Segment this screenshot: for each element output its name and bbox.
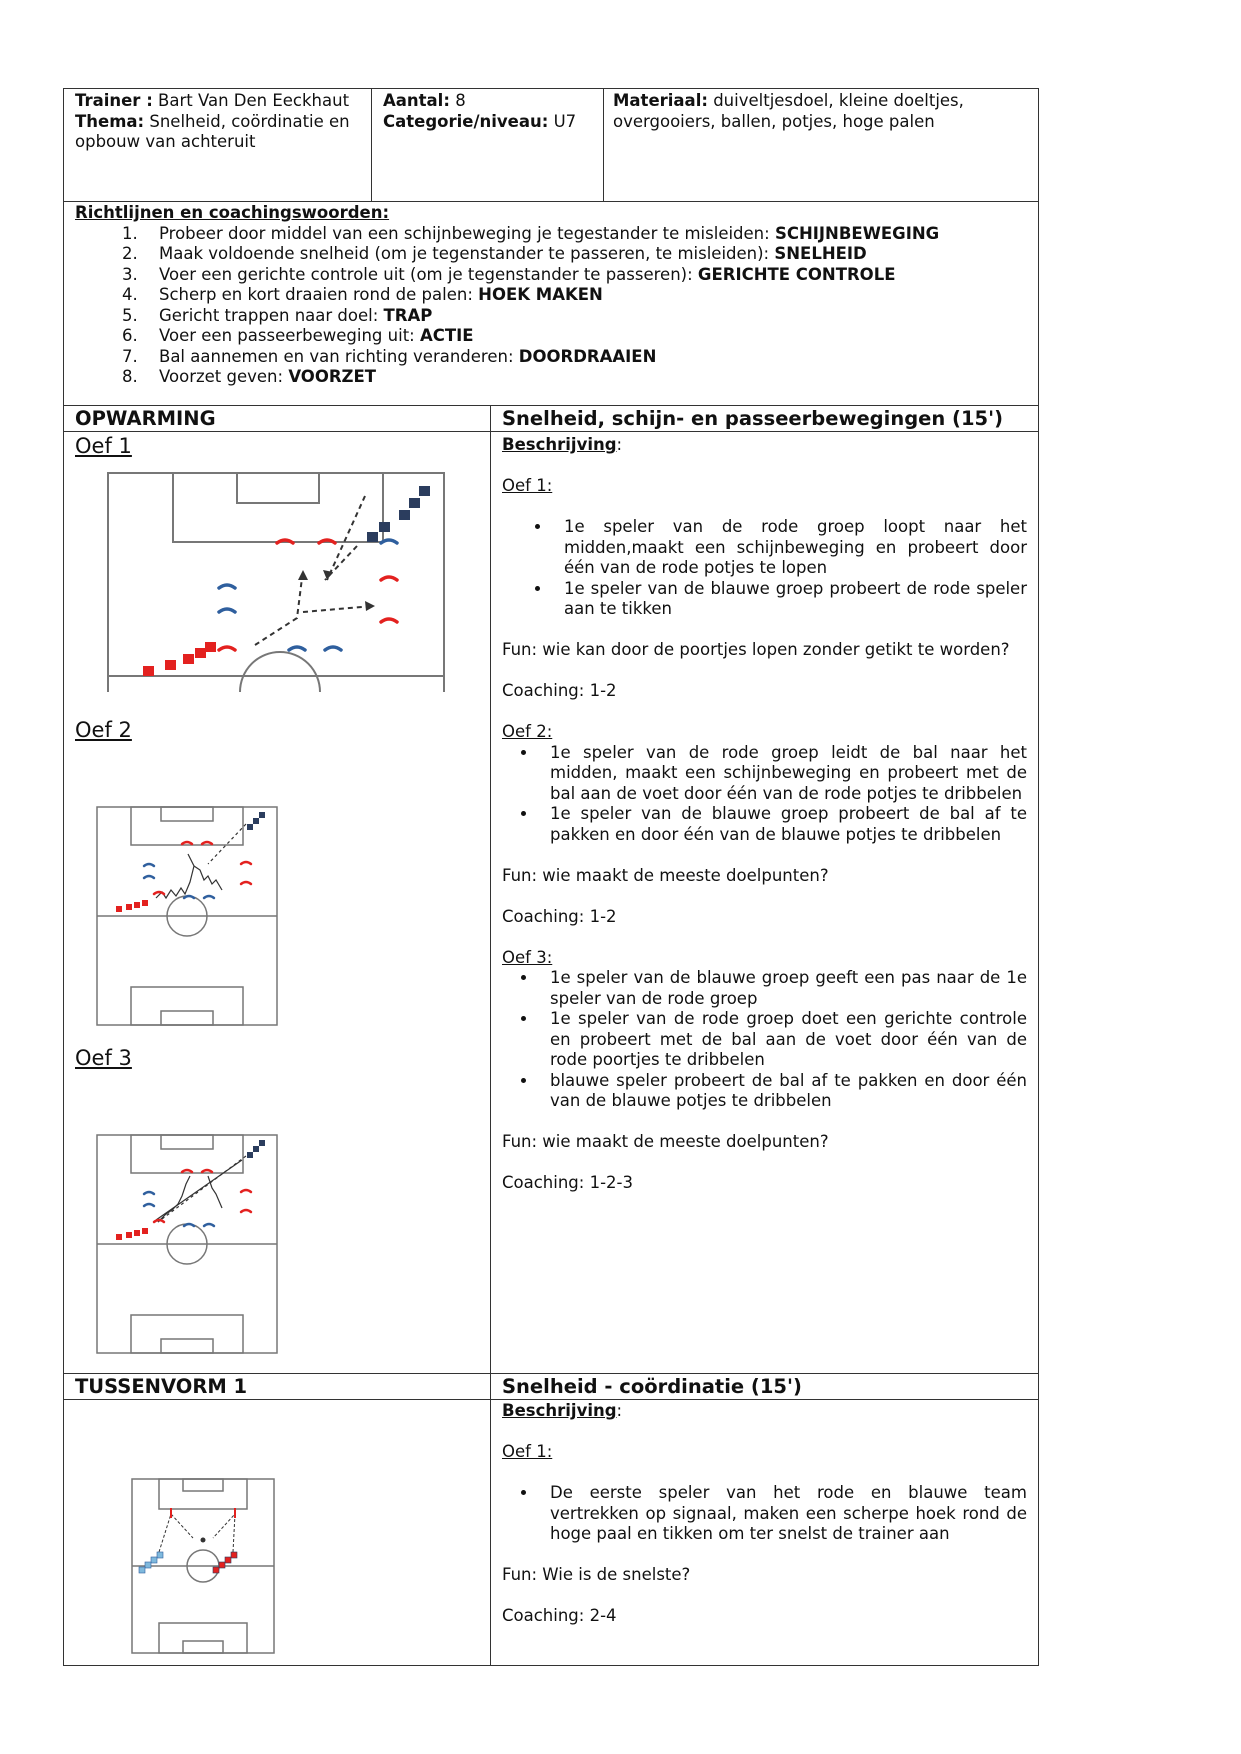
player-red-icon bbox=[195, 648, 206, 658]
guideline-text: Voorzet geven: bbox=[159, 367, 289, 386]
arrow-path bbox=[303, 606, 373, 612]
tussenvorm-title-line bbox=[63, 1399, 1039, 1400]
center-circle bbox=[240, 652, 320, 692]
dribble-path bbox=[194, 866, 222, 890]
cone-blue-icon bbox=[381, 540, 397, 543]
ex3-bullet: • 1e speler van de blauwe groep geeft een pas naar de 1e speler van de rode groep bbox=[538, 968, 1027, 1009]
beschrijving-label: Beschrijving bbox=[502, 1401, 617, 1420]
aantal-value: 8 bbox=[455, 91, 466, 110]
player-blue-icon bbox=[247, 824, 253, 830]
ex2-fun: Fun: wie maakt de meeste doelpunten? bbox=[502, 865, 829, 885]
goal-area bbox=[161, 1135, 213, 1149]
trainer-line bbox=[75, 91, 365, 112]
player-red-icon bbox=[205, 642, 216, 652]
beschrijving-colon: : bbox=[616, 435, 623, 454]
goal-area-bottom bbox=[183, 1641, 223, 1653]
player-blue-icon bbox=[259, 1140, 265, 1146]
categorie-value: U7 bbox=[553, 111, 577, 131]
penalty-area bbox=[173, 473, 383, 542]
trainer-label: Trainer : bbox=[75, 91, 153, 110]
oef2-diagram bbox=[96, 806, 278, 1026]
player-lightblue-icon bbox=[151, 1557, 157, 1563]
player-red-icon bbox=[142, 1228, 148, 1234]
spacer bbox=[502, 456, 1027, 477]
spacer bbox=[502, 927, 1027, 948]
ex1-bullets bbox=[502, 517, 1027, 620]
goal-area-bottom bbox=[161, 1011, 213, 1025]
oef1-diagram bbox=[105, 470, 447, 692]
aantal-line bbox=[383, 91, 598, 112]
guideline-keyword: DOORDRAAIEN bbox=[518, 346, 657, 366]
spacer bbox=[502, 886, 1027, 907]
header-divider-1 bbox=[371, 88, 372, 201]
player-red-icon bbox=[225, 1557, 231, 1563]
cone-red-icon bbox=[241, 862, 251, 864]
beschrijving-heading bbox=[502, 1401, 1027, 1422]
ex3-fun: Fun: wie maakt de meeste doelpunten? bbox=[502, 1132, 829, 1151]
tussenvorm-subtitle: Snelheid - coördinatie (15') bbox=[502, 1375, 802, 1398]
materiaal-value: duiveltjesdoel, kleine doeltjes, overgooiers, ballen, potjes, hoge palen bbox=[613, 91, 964, 131]
player-red-icon bbox=[183, 654, 194, 664]
run-path bbox=[208, 824, 246, 864]
cone-blue-icon bbox=[325, 647, 341, 650]
cone-red-icon bbox=[154, 892, 164, 894]
player-red-icon bbox=[116, 906, 122, 912]
trainer-icon bbox=[201, 1538, 206, 1543]
arrow-path bbox=[255, 570, 303, 645]
run-path bbox=[213, 1514, 235, 1552]
arrowhead-icon bbox=[365, 601, 375, 611]
oef3-diagram bbox=[96, 1134, 278, 1354]
guideline-keyword: HOEK MAKEN bbox=[478, 285, 603, 304]
ex1-fun: Fun: wie kan door de poortjes lopen zonder getikt te worden? bbox=[502, 640, 1010, 659]
ex1-bullet: • 1e speler van de rode groep loopt naar het midden,maakt een schijnbeweging en probeert door één van de rode potjes te lopen bbox=[552, 517, 1027, 579]
player-red-icon bbox=[165, 660, 176, 670]
spacer bbox=[502, 845, 1027, 866]
penalty-area bbox=[131, 1135, 243, 1173]
spacer bbox=[502, 1463, 1027, 1484]
cone-red-icon bbox=[241, 1210, 251, 1212]
cone-blue-icon bbox=[204, 896, 214, 898]
player-blue-icon bbox=[253, 818, 259, 824]
guideline-item bbox=[143, 306, 1025, 327]
player-blue-icon bbox=[253, 1146, 259, 1152]
guideline-keyword: GERICHTE CONTROLE bbox=[697, 264, 896, 284]
ex1-title: Oef 1: bbox=[502, 476, 553, 495]
ex3-bullet: • 1e speler van de rode groep doet een gerichte controle en probeert met de bal aan de voet door één van de rode poortjes te dribbelen bbox=[538, 1009, 1027, 1071]
guideline-text: Scherp en kort draaien rond de palen: bbox=[159, 285, 479, 304]
cone-red-icon bbox=[219, 647, 235, 650]
warmup-divider bbox=[490, 405, 491, 1666]
categorie-label: Categorie/niveau: bbox=[383, 111, 549, 131]
spacer bbox=[502, 1545, 1027, 1566]
cone-blue-icon bbox=[289, 647, 305, 650]
ex3-title: Oef 3: bbox=[502, 947, 553, 967]
warmup-title-line bbox=[63, 431, 1039, 432]
cone-blue-icon bbox=[204, 1224, 214, 1226]
guideline-item bbox=[143, 367, 1025, 388]
cone-red-icon bbox=[381, 619, 397, 622]
oef3-label: Oef 3 bbox=[75, 1046, 132, 1070]
oef1-label: Oef 1 bbox=[75, 434, 132, 458]
guideline-keyword: SCHIJNBEWEGING bbox=[774, 223, 940, 243]
cone-red-icon bbox=[381, 577, 397, 580]
header-bottom-line bbox=[63, 201, 1039, 202]
player-red-icon bbox=[134, 902, 140, 908]
player-red-icon bbox=[116, 1234, 122, 1240]
trainer-value: Bart Van Den Eeckhaut bbox=[158, 91, 350, 110]
guidelines-list bbox=[75, 224, 1025, 388]
thema-label: Thema: bbox=[75, 111, 145, 131]
aantal-label: Aantal: bbox=[383, 91, 450, 110]
field-outline bbox=[108, 473, 444, 692]
arrowhead-icon bbox=[298, 570, 308, 580]
goal-area-bottom bbox=[161, 1339, 213, 1353]
spacer bbox=[502, 620, 1027, 641]
tv-ex1-coaching: Coaching: 2-4 bbox=[502, 1606, 617, 1625]
ex2-bullet: • 1e speler van de blauwe groep probeert de bal af te pakken en door één van de blauwe potjes te dribbelen bbox=[538, 804, 1027, 845]
player-red-icon bbox=[126, 1232, 132, 1238]
spacer bbox=[502, 661, 1027, 682]
run-path bbox=[159, 1514, 193, 1552]
guideline-item bbox=[143, 244, 1025, 265]
guidelines-cell bbox=[75, 203, 1025, 388]
player-lightblue-icon bbox=[139, 1567, 145, 1573]
guideline-item bbox=[143, 224, 1025, 245]
ex1-coaching: Coaching: 1-2 bbox=[502, 681, 617, 700]
ex3-bullets bbox=[502, 968, 1027, 1112]
penalty-area-bottom bbox=[131, 1315, 243, 1353]
guideline-keyword: VOORZET bbox=[288, 367, 377, 386]
spacer bbox=[502, 1586, 1027, 1607]
ex1-bullet: • 1e speler van de blauwe groep probeert de rode speler aan te tikken bbox=[552, 579, 1027, 620]
guideline-item bbox=[143, 265, 1025, 286]
guideline-keyword: TRAP bbox=[383, 305, 433, 325]
tussenvorm-diagram bbox=[131, 1478, 275, 1654]
cone-red-icon bbox=[182, 1170, 192, 1172]
oef2-label: Oef 2 bbox=[75, 718, 132, 742]
player-red-icon bbox=[219, 1562, 225, 1568]
guideline-text: Maak voldoende snelheid (om je tegenstander te passeren, te misleiden): bbox=[159, 244, 775, 263]
guidelines-title: Richtlijnen en coachingswoorden: bbox=[75, 203, 390, 222]
penalty-area-bottom bbox=[131, 987, 243, 1025]
cone-blue-icon bbox=[144, 876, 154, 878]
cone-blue-icon bbox=[144, 1204, 154, 1206]
guideline-item bbox=[143, 285, 1025, 306]
warmup-subtitle: Snelheid, schijn- en passeerbewegingen (15') bbox=[502, 407, 1003, 430]
beschrijving-colon: : bbox=[616, 1401, 623, 1420]
penalty-area bbox=[159, 1479, 247, 1509]
guideline-text: Voer een gerichte controle uit (om je tegenstander te passeren): bbox=[159, 264, 698, 284]
header-divider-2 bbox=[603, 88, 604, 201]
tv-ex1-bullet: • De eerste speler van het rode en blauwe team vertrekken op signaal, maken een scherpe hoek rond de hoge paal en tikken om ter snelst de trainer aan bbox=[538, 1483, 1027, 1545]
player-blue-icon bbox=[259, 812, 265, 818]
materiaal-label: Materiaal: bbox=[613, 91, 708, 110]
tv-ex1-bullets bbox=[502, 1483, 1027, 1545]
player-red-icon bbox=[142, 900, 148, 906]
cone-blue-icon bbox=[184, 896, 194, 898]
cone-blue-icon bbox=[219, 585, 235, 588]
player-red-icon bbox=[143, 666, 154, 676]
player-blue-icon bbox=[419, 486, 430, 496]
header-trainer-cell bbox=[75, 91, 365, 153]
cone-red-icon bbox=[202, 842, 212, 844]
cone-red-icon bbox=[241, 882, 251, 884]
cone-red-icon bbox=[241, 1190, 251, 1192]
beschrijving-label: Beschrijving bbox=[502, 435, 617, 454]
spacer bbox=[502, 497, 1027, 518]
player-red-icon bbox=[126, 904, 132, 910]
spacer bbox=[502, 1153, 1027, 1174]
guideline-keyword: SNELHEID bbox=[774, 244, 867, 263]
ex2-title: Oef 2: bbox=[502, 722, 553, 741]
warmup-description bbox=[502, 435, 1027, 1194]
header-materiaal-cell bbox=[613, 91, 988, 132]
cone-red-icon bbox=[182, 842, 192, 844]
beschrijving-heading bbox=[502, 435, 1027, 456]
tussenvorm-title: TUSSENVORM 1 bbox=[75, 1375, 248, 1398]
guideline-item bbox=[143, 347, 1025, 368]
goal-area bbox=[237, 473, 319, 503]
ex3-bullet: • blauwe speler probeert de bal af te pakken en door één van de blauwe potjes te dribbelen bbox=[538, 1071, 1027, 1112]
player-red-icon bbox=[213, 1567, 219, 1573]
ex3-coaching: Coaching: 1-2-3 bbox=[502, 1173, 633, 1192]
goal-area bbox=[183, 1479, 223, 1491]
cone-blue-icon bbox=[219, 609, 235, 612]
tv-ex1-fun: Fun: Wie is de snelste? bbox=[502, 1565, 691, 1584]
cone-blue-icon bbox=[144, 1192, 154, 1194]
cone-red-icon bbox=[202, 1170, 212, 1172]
guideline-item bbox=[143, 326, 1025, 347]
thema-line bbox=[75, 112, 365, 153]
guideline-keyword: ACTIE bbox=[419, 326, 474, 345]
header-aantal-cell bbox=[383, 91, 598, 132]
player-red-icon bbox=[134, 1230, 140, 1236]
penalty-area bbox=[131, 807, 243, 845]
cone-blue-icon bbox=[184, 1224, 194, 1226]
ex2-bullets bbox=[502, 743, 1027, 846]
categorie-line bbox=[383, 112, 598, 133]
spacer bbox=[502, 1422, 1027, 1443]
ex2-bullet: • 1e speler van de rode groep leidt de bal naar het midden, maakt een schijnbeweging en probeert met de bal aan de voet door één van de rode potjes te dribbelen bbox=[538, 743, 1027, 805]
goal-area bbox=[161, 807, 213, 821]
arrow-path bbox=[327, 496, 365, 580]
guideline-text: Bal aannemen en van richting veranderen: bbox=[159, 346, 519, 366]
player-blue-icon bbox=[247, 1152, 253, 1158]
tussenvorm-description bbox=[502, 1401, 1027, 1627]
player-blue-icon bbox=[367, 532, 378, 542]
player-lightblue-icon bbox=[145, 1562, 151, 1568]
guideline-text: Probeer door middel van een schijnbeweging je tegestander te misleiden: bbox=[159, 223, 775, 243]
tussenvorm-top-line bbox=[63, 1373, 1039, 1374]
player-blue-icon bbox=[379, 522, 390, 532]
player-blue-icon bbox=[409, 498, 420, 508]
warmup-title: OPWARMING bbox=[75, 407, 216, 430]
player-lightblue-icon bbox=[157, 1552, 163, 1558]
guideline-text: Voer een passeerbeweging uit: bbox=[159, 326, 420, 345]
player-red-icon bbox=[231, 1552, 237, 1558]
spacer bbox=[502, 702, 1027, 723]
player-blue-icon bbox=[399, 510, 410, 520]
spacer bbox=[502, 1112, 1027, 1133]
pass-path bbox=[156, 1160, 242, 1220]
guidelines-bottom-line bbox=[63, 405, 1039, 406]
cone-blue-icon bbox=[144, 864, 154, 866]
ex2-coaching: Coaching: 1-2 bbox=[502, 906, 617, 926]
thema-value: Snelheid, coördinatie en opbouw van achteruit bbox=[75, 111, 350, 151]
dribble-path bbox=[208, 1176, 222, 1208]
guideline-text: Gericht trappen naar doel: bbox=[159, 305, 384, 325]
penalty-area-bottom bbox=[159, 1623, 247, 1653]
tv-ex1-title: Oef 1: bbox=[502, 1442, 553, 1461]
